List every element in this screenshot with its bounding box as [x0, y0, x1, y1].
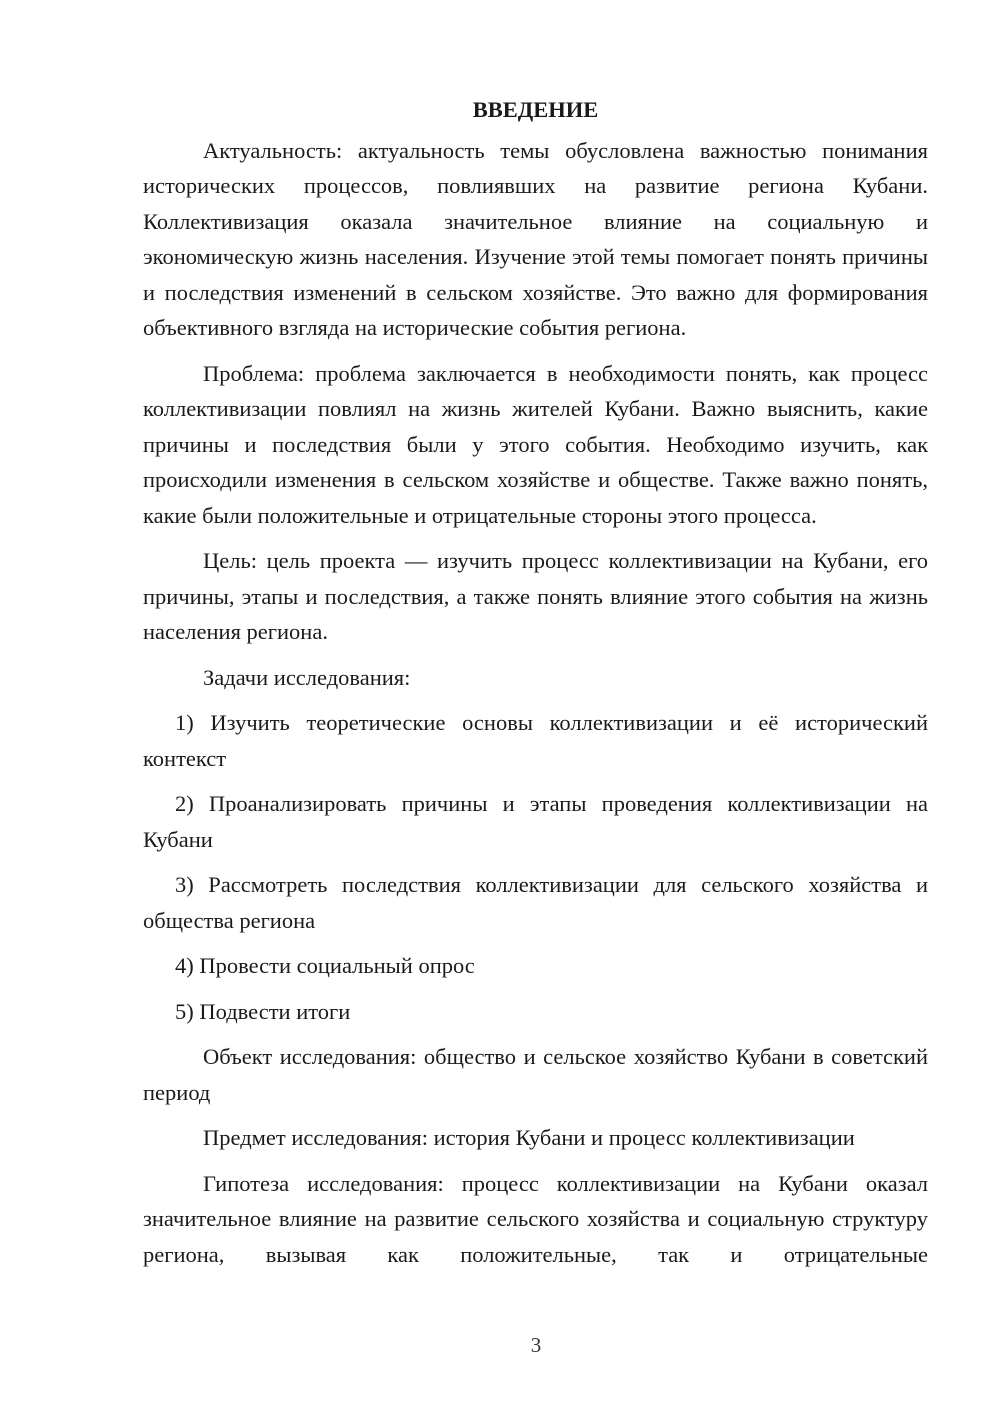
hypothesis-paragraph: Гипотеза исследования: процесс коллективизации на Кубани оказал значительное влияние на развитие сельского хозяйства и социальную структуру региона, вызывая как положительные, так и отрицательные [143, 1170, 928, 1267]
relevance-paragraph: Актуальность: актуальность темы обусловлена важностью понимания исторических процессов, повлиявших на развитие региона Кубани. Коллективизация оказала значительное влияние на социальную и экономическую жизнь населения. Изучение этой темы помогает понять причины и последствия изменений в сельском хозяйстве. Это важно для формирования объективного взгляда на исторические события региона. [143, 137, 928, 340]
page-number: 3 [530, 1333, 542, 1357]
task-item: 3) Рассмотреть последствия коллективизации для сельского хозяйства и общества региона [143, 872, 928, 933]
tasks-heading: Задачи исследования: [203, 664, 411, 690]
object-paragraph: Объект исследования: общество и сельское хозяйство Кубани в советский период [143, 1044, 928, 1105]
task-item: 4) Провести социальный опрос [175, 953, 475, 978]
subject-paragraph: Предмет исследования: история Кубани и процесс коллективизации [203, 1125, 855, 1150]
task-item: 2) Проанализировать причины и этапы проведения коллективизации на Кубани [143, 791, 928, 852]
section-title: ВВЕДЕНИЕ [472, 97, 599, 122]
task-item: 5) Подвести итоги [175, 998, 351, 1024]
goal-paragraph: Цель: цель проекта — изучить процесс коллективизации на Кубани, его причины, этапы и последствия, а также понять влияние этого события на жизнь населения региона. [143, 548, 928, 644]
problem-paragraph: Проблема: проблема заключается в необходимости понять, как процесс коллективизации повлиял на жизнь жителей Кубани. Важно выяснить, какие причины и последствия были у этого события. Необходимо изучить, как происходили изменения в сельском хозяйстве и обществе. Также важно понять, какие были положительные и отрицательные стороны этого процесса. [143, 360, 928, 528]
page-content [143, 92, 928, 1272]
task-item: 1) Изучить теоретические основы коллективизации и её исторический контекст [143, 710, 928, 771]
